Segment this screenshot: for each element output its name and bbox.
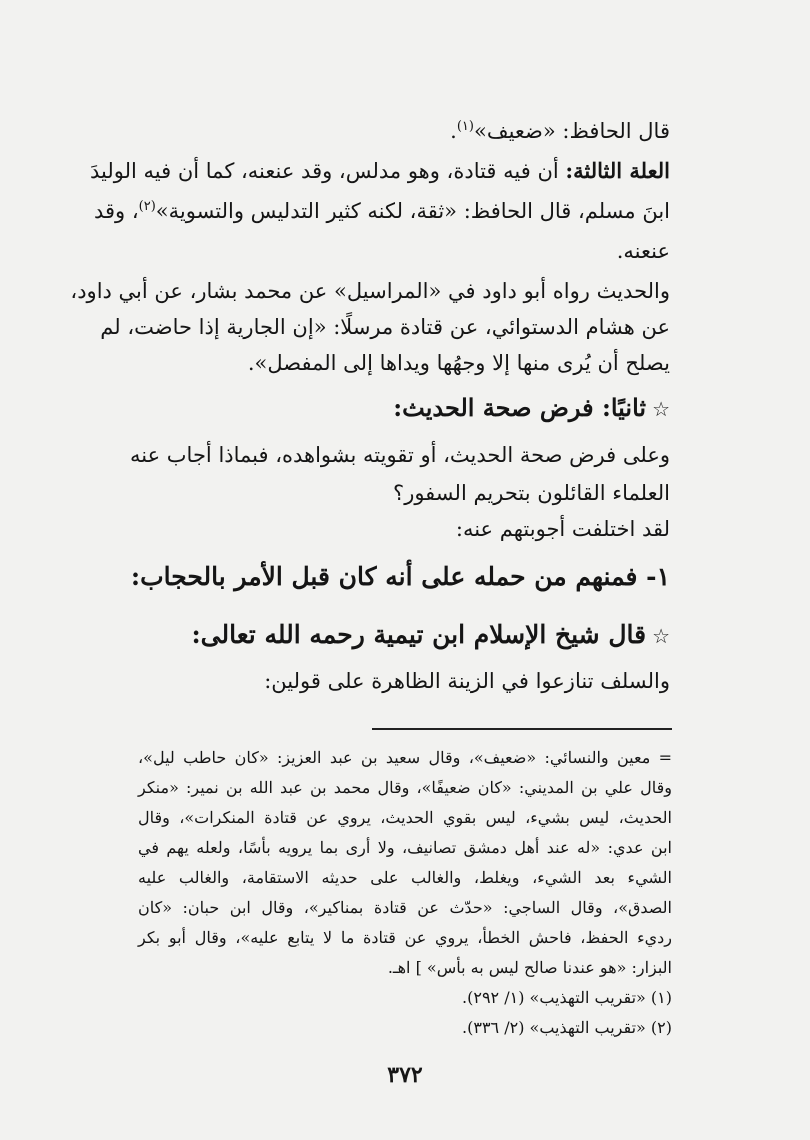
text-line-3 — [93, 196, 670, 226]
footnote-line: الصدق»، وقال الساجي: «حدّث عن قتادة بمناكير»، وقال ابن حبان: «كان — [138, 898, 672, 917]
footnote-line: ابن عدي: «له عند أهل دمشق تصانيف، ولا أرى بما يرويه بأسًا، ولعله يهم في — [138, 838, 672, 857]
heading-assume-authenticity — [140, 393, 670, 424]
footnote-line: البزار: «هو عندنا صالح ليس به بأس» ] اهـ. — [387, 958, 672, 977]
footnote-1: (١) «تقريب التهذيب» (١/ ٢٩٢). — [462, 988, 672, 1007]
text-line-9: العلماء القائلون بتحريم السفور؟ — [393, 481, 670, 505]
text-span: أن فيه قتادة، وهو مدلس، وقد عنعنه، كما أن فيه الوليدَ — [90, 159, 566, 183]
text-span: . — [450, 119, 457, 143]
footnote-ref-1: (١) — [456, 119, 474, 134]
heading-text: قال شيخ الإسلام ابن تيمية رحمه الله تعالى: — [191, 620, 647, 649]
text-line-10: لقد اختلفت أجوبتهم عنه: — [455, 517, 670, 541]
footnote-2: (٢) «تقريب التهذيب» (٢/ ٣٣٦). — [462, 1018, 672, 1037]
footnote-line: الشيء بعد الشيء، ويغلط، والغالب على حديثه الاستقامة، والغالب عليه — [138, 868, 672, 887]
heading-first-answer: ١- فمنهم من حمله على أنه كان قبل الأمر بالحجاب: — [130, 562, 670, 591]
section-lead-label: العلة الثالثة: — [565, 158, 670, 183]
text-span: ، وقد — [93, 199, 139, 223]
footnote-line: وقال علي بن المديني: «كان ضعيفًا»، وقال محمد بن عبد الله بن نمير: «منكر — [138, 778, 673, 797]
text-span: قال الحافظ: «ضعيف» — [473, 119, 670, 143]
text-line-6: عن هشام الدستوائي، عن قتادة مرسلًا: «إن الجارية إذا حاضت، لم — [100, 315, 670, 339]
text-line-1 — [140, 116, 670, 146]
footnote-separator — [372, 728, 672, 730]
page-number: ٣٧٢ — [387, 1062, 423, 1088]
footnote-line: الحديث، ليس بشيء، ليس بقوي الحديث، يروي عن قتادة المنكرات»، وقال — [138, 808, 672, 827]
text-line-2 — [90, 156, 670, 186]
footnote-line: = معين والنسائي: «ضعيف»، وقال سعيد بن عبد العزيز: «كان حاطب ليل»، — [138, 748, 672, 767]
heading-text: ثانيًا: فرض صحة الحديث: — [393, 393, 647, 422]
footnote-line: رديء الحفظ، فاحش الخطأ، يروي عن قتادة ما لا يتابع عليه»، وقال أبو بكر — [138, 928, 672, 947]
footnote-ref-2: (٢) — [138, 199, 156, 214]
text-line-5: والحديث رواه أبو داود في «المراسيل» عن محمد بشار، عن أبي داود، — [70, 279, 670, 303]
text-line-8: وعلى فرض صحة الحديث، أو تقويته بشواهده، فبماذا أجاب عنه — [129, 443, 670, 467]
text-line-4: عنعنه. — [616, 239, 670, 263]
star-icon: ☆ — [652, 624, 670, 648]
text-line-7: يصلح أن يُرى منها إلا وجهُها ويداها إلى المفصل». — [247, 351, 670, 375]
text-line-11: والسلف تنازعوا في الزينة الظاهرة على قولين: — [264, 669, 670, 693]
star-icon: ☆ — [652, 397, 670, 421]
text-span: ابنَ مسلم، قال الحافظ: «ثقة، لكنه كثير التدليس والتسوية» — [155, 199, 670, 223]
heading-ibn-taymiyyah — [140, 620, 670, 651]
